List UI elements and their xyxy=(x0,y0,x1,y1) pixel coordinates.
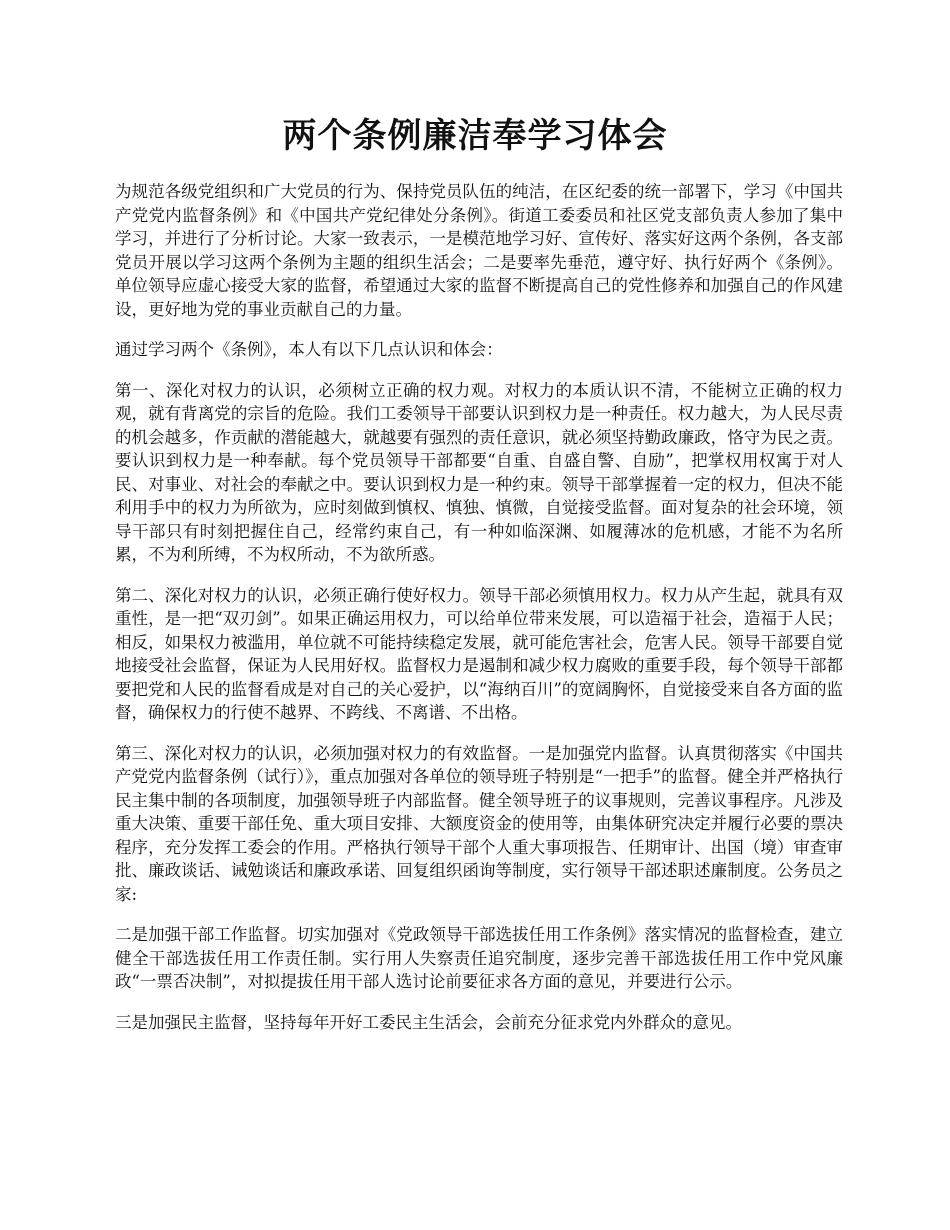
paragraph-point-one: 第一、深化对权力的认识，必须树立正确的权力观。对权力的本质认识不清，不能树立正确的权力观，就有背离党的宗旨的危险。我们工委领导干部要认识到权力是一种责任。权力越大，为人民尽责的机会越多，作贡献的潜能越大，就越要有强烈的责任意识，就必须坚持勤政廉政，恪守为民之责。要认识到权力是一种奉献。每个党员领导干部都要“自重、自盛自警、自励”，把掌权用权寓于对人民、对事业、对社会的奉献之中。要认识到权力是一种约束。领导干部掌握着一定的权力，但决不能利用手中的权力为所欲为，应时刻做到慎权、慎独、慎微，自觉接受监督。面对复杂的社会环境，领导干部只有时刻把握住自己，经常约束自己，有一种如临深渊、如履薄冰的危机感，才能不为名所累，不为利所缚，不为权所动，不为欲所惑。 xyxy=(115,380,843,564)
paragraph-democratic-supervision: 三是加强民主监督，坚持每年开好工委民主生活会，会前充分征求党内外群众的意见。 xyxy=(115,1012,742,1032)
paragraph-point-three: 第三、深化对权力的认识，必须加强对权力的有效监督。一是加强党内监督。认真贯彻落实《中国共产党党内监督条例（试行）》，重点加强对各单位的领导班子特别是“一把手”的监督。健全并严格执行民主集中制的各项制度，加强领导班子内部监督。健全领导班子的议事规则，完善议事程序。凡涉及重大决策、重要干部任免、重大项目安排、大额度资金的使用等，由集体研究决定并履行必要的票决程序，充分发挥工委会的作用。严格执行领导干部个人重大事项报告、任期审计、出国（境）审查审批、廉政谈话、诫勉谈话和廉政承诺、回复组织函询等制度，实行领导干部述职述廉制度。公务员之家: xyxy=(115,743,843,904)
document-body xyxy=(115,180,843,1051)
paragraph-lead-in: 通过学习两个《条例》，本人有以下几点认识和体会： xyxy=(115,340,503,359)
paragraph-intro: 为规范各级党组织和广大党员的行为、保持党员队伍的纯洁，在区纪委的统一部署下，学习《中国共产党党内监督条例》和《中国共产党纪律处分条例》。街道工委委员和社区党支部负责人参加了集中学习，并进行了分析讨论。大家一致表示，一是模范地学习好、宣传好、落实好这两个条例，各支部党员开展以学习这两个条例为主题的组织生活会；二是要率先垂范，遵守好、执行好两个《条例》。单位领导应虚心接受大家的监督，希望通过大家的监督不断提高自己的党性修养和加强自己的作风建设，更好地为党的事业贡献自己的力量。 xyxy=(115,182,843,319)
paragraph-point-two: 第二、深化对权力的认识，必须正确行使好权力。领导干部必须慎用权力。权力从产生起，就具有双重性，是一把“双刃剑”。如果正确运用权力，可以给单位带来发展，可以造福于社会，造福于人民；相反，如果权力被滥用，单位就不可能持续稳定发展，就可能危害社会，危害人民。领导干部要自觉地接受社会监督，保证为人民用好权。监督权力是遏制和减少权力腐败的重要手段，每个领导干部都要把党和人民的监督看成是对自己的关心爱护，以“海纳百川”的宽阔胸怀，自觉接受来自各方面的监督，确保权力的行使不越界、不跨线、不离谱、不出格。 xyxy=(115,585,843,722)
paragraph-cadre-supervision: 二是加强干部工作监督。切实加强对《党政领导干部选拔任用工作条例》落实情况的监督检查，建立健全干部选拔任用工作责任制。实行用人失察责任追究制度，逐步完善干部选拔任用工作中党风廉政“一票否决制”，对拟提拔任用干部人选讨论前要征求各方面的意见，并要进行公示。 xyxy=(115,925,843,991)
document-title: 两个条例廉洁奉学习体会 xyxy=(282,116,668,156)
